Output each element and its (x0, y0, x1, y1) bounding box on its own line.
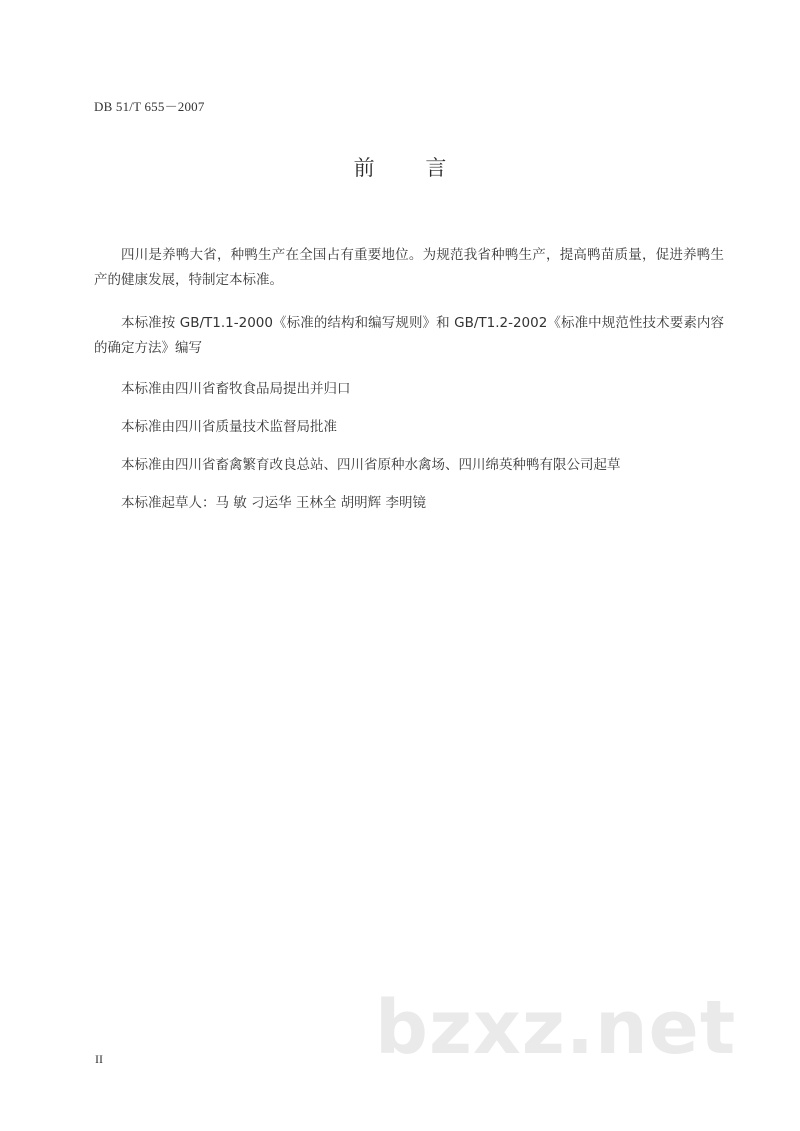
page-title: 前 言 (353, 156, 469, 180)
paragraph-drafters: 本标准起草人：马 敏 刁运华 王林全 胡明辉 李明镜 (121, 495, 426, 511)
foreword-body (94, 243, 724, 531)
paragraph-background: 四川是养鸭大省，种鸭生产在全国占有重要地位。为规范我省种鸭生产，提高鸭苗质量，促进养鸭生产的健康发展，特制定本标准。 (94, 247, 724, 288)
document-code: DB 51/T 655－2007 (94, 99, 205, 114)
paragraph-drafting-units: 本标准由四川省畜禽繁育改良总站、四川省原种水禽场、四川绵英种鸭有限公司起草 (121, 457, 621, 473)
paragraph-approver: 本标准由四川省质量技术监督局批准 (121, 419, 337, 435)
paragraph-drafting-rules: 本标准按 GB/T1.1-2000《标准的结构和编写规则》和 GB/T1.2-2002《标准中规范性技术要素内容的确定方法》编写 (94, 315, 724, 356)
paragraph-proposer: 本标准由四川省畜牧食品局提出并归口 (121, 381, 351, 397)
page-number: II (95, 1052, 103, 1066)
watermark-text: bzxz.net (375, 985, 737, 1071)
